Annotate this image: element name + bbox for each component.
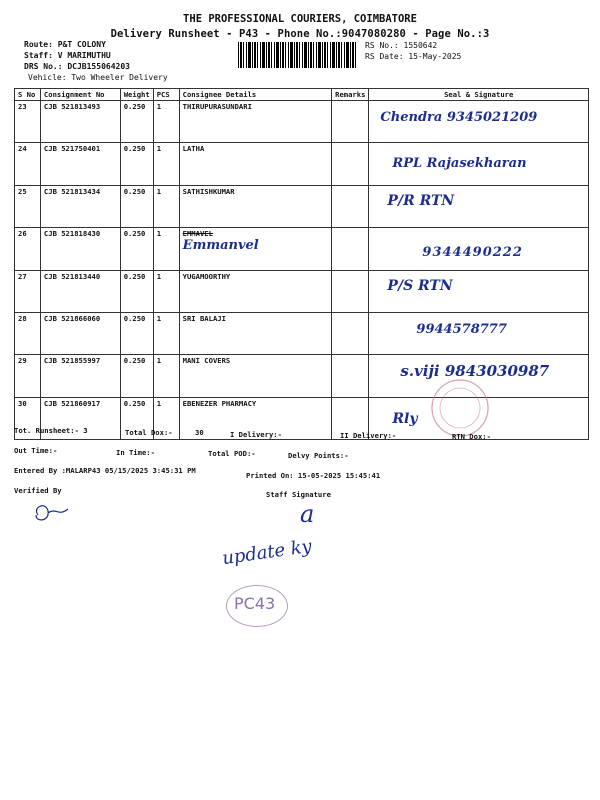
cell-pcs: 1 <box>153 143 179 185</box>
cell-sno: 24 <box>15 143 41 185</box>
consignee-name: EMMAVEL <box>182 229 213 239</box>
column-header: Seal & Signature <box>369 89 589 101</box>
cell-remarks <box>332 355 369 397</box>
table-row <box>15 228 589 270</box>
cell-consignment: CJB 521818430 <box>40 228 120 270</box>
cell-consignment: CJB 521813440 <box>40 270 120 312</box>
delvy-points: Delvy Points:- <box>288 451 349 460</box>
cell-consignment: CJB 521750401 <box>40 143 120 185</box>
column-header: Weight <box>120 89 153 101</box>
cell-sno: 25 <box>15 185 41 227</box>
cell-sno: 27 <box>15 270 41 312</box>
runsheet-subtitle: Delivery Runsheet - P43 - Phone No.:9047080280 - Page No.:3 <box>110 28 490 40</box>
signature-text: 9344490222 <box>422 245 523 261</box>
cell-consignee: SRI BALAJI <box>179 312 331 354</box>
route: Route: P&T COLONY <box>24 40 106 49</box>
signature-text: Rly <box>392 410 418 427</box>
column-header: S No <box>15 89 41 101</box>
cell-remarks <box>332 228 369 270</box>
cell-consignment: CJB 521855997 <box>40 355 120 397</box>
cell-signature <box>369 185 589 227</box>
column-header: Remarks <box>332 89 369 101</box>
cell-consignee: MANI COVERS <box>179 355 331 397</box>
cell-weight: 0.250 <box>120 101 153 143</box>
cell-pcs: 1 <box>153 355 179 397</box>
signature-text: 9944578777 <box>416 321 507 337</box>
cell-consignee: THIRUPURASUNDARI <box>179 101 331 143</box>
cell-weight: 0.250 <box>120 270 153 312</box>
table-row <box>15 143 589 185</box>
printed-on: Printed On: 15-05-2025 15:45:41 <box>246 471 381 480</box>
cell-consignee: LATHA <box>179 143 331 185</box>
staff: Staff: V MARIMUTHU <box>24 51 111 60</box>
cell-consignment: CJB 521866060 <box>40 312 120 354</box>
entered-by: Entered By :MALARP43 05/15/2025 3:45:31 PM <box>14 466 196 475</box>
total-pod: Total POD:- <box>208 449 256 458</box>
rs-number: RS No.: 1550642 <box>365 41 438 50</box>
cell-pcs: 1 <box>153 397 179 439</box>
vehicle: Vehicle: Two Wheeler Delivery <box>28 73 168 82</box>
cell-consignee: EBENEZER PHARMACY <box>179 397 331 439</box>
ii-delivery: II Delivery:- <box>340 431 397 440</box>
cell-signature <box>369 228 589 270</box>
table-row <box>15 312 589 354</box>
column-header: Consignment No <box>40 89 120 101</box>
cell-sno: 30 <box>15 397 41 439</box>
cell-pcs: 1 <box>153 185 179 227</box>
cell-remarks <box>332 185 369 227</box>
staff-signature-initial: a <box>300 500 315 528</box>
verified-by: Verified By <box>14 486 62 495</box>
table-row <box>15 185 589 227</box>
table-row <box>15 101 589 143</box>
in-time: In Time:- <box>116 448 155 457</box>
cell-weight: 0.250 <box>120 397 153 439</box>
signature-text: P/S RTN <box>387 277 453 294</box>
cell-consignment: CJB 521813493 <box>40 101 120 143</box>
staff-signature-label: Staff Signature <box>266 490 331 499</box>
column-header: PCS <box>153 89 179 101</box>
cell-pcs: 1 <box>153 101 179 143</box>
signature-text: RPL Rajasekharan <box>392 156 527 172</box>
cell-sno: 28 <box>15 312 41 354</box>
table-row <box>15 397 589 439</box>
cell-weight: 0.250 <box>120 228 153 270</box>
verifier-signature <box>28 495 78 530</box>
table-row <box>15 355 589 397</box>
column-header: Consignee Details <box>179 89 331 101</box>
cell-signature <box>369 312 589 354</box>
cell-pcs: 1 <box>153 228 179 270</box>
total-dox-label: Total Dox:- <box>125 428 173 437</box>
cell-pcs: 1 <box>153 270 179 312</box>
out-time: Out Time:- <box>14 446 58 455</box>
barcode <box>238 42 358 68</box>
pc-stamp-text: PC43 <box>234 594 276 613</box>
cell-pcs: 1 <box>153 312 179 354</box>
cell-signature <box>369 270 589 312</box>
cell-weight: 0.250 <box>120 355 153 397</box>
cell-consignee: YUGAMOORTHY <box>179 270 331 312</box>
cell-weight: 0.250 <box>120 312 153 354</box>
rtn-dox: RTN Dox:- <box>452 432 491 441</box>
company-title: THE PROFESSIONAL COURIERS, COIMBATORE <box>183 13 417 25</box>
cell-consignment: CJB 521860917 <box>40 397 120 439</box>
rs-date: RS Date: 15-May-2025 <box>365 52 462 61</box>
drs-number: DRS No.: DCJB155064203 <box>24 62 130 71</box>
cell-weight: 0.250 <box>120 185 153 227</box>
cell-remarks <box>332 101 369 143</box>
tot-runsheet: Tot. Runsheet:- 3 <box>14 426 88 435</box>
cell-remarks <box>332 143 369 185</box>
cell-remarks <box>332 270 369 312</box>
cell-consignee <box>179 228 331 270</box>
i-delivery: I Delivery:- <box>230 430 282 439</box>
handwritten-name: Emmanvel <box>182 238 259 254</box>
cell-signature <box>369 101 589 143</box>
cell-consignee: SATHISHKUMAR <box>179 185 331 227</box>
table-row <box>15 270 589 312</box>
cell-remarks <box>332 312 369 354</box>
cell-sno: 29 <box>15 355 41 397</box>
signature-text: Chendra 9345021209 <box>380 110 538 125</box>
handwritten-update-note: update ky <box>220 535 314 570</box>
cell-consignment: CJB 521813434 <box>40 185 120 227</box>
signature-text: P/R RTN <box>387 192 455 209</box>
total-dox-value: 30 <box>195 428 204 437</box>
cell-sno: 23 <box>15 101 41 143</box>
cell-weight: 0.250 <box>120 143 153 185</box>
table-header-row <box>15 89 589 101</box>
runsheet-table <box>14 88 589 440</box>
signature-text: s.viji 9843030987 <box>400 362 550 381</box>
cell-signature <box>369 143 589 185</box>
cell-sno: 26 <box>15 228 41 270</box>
